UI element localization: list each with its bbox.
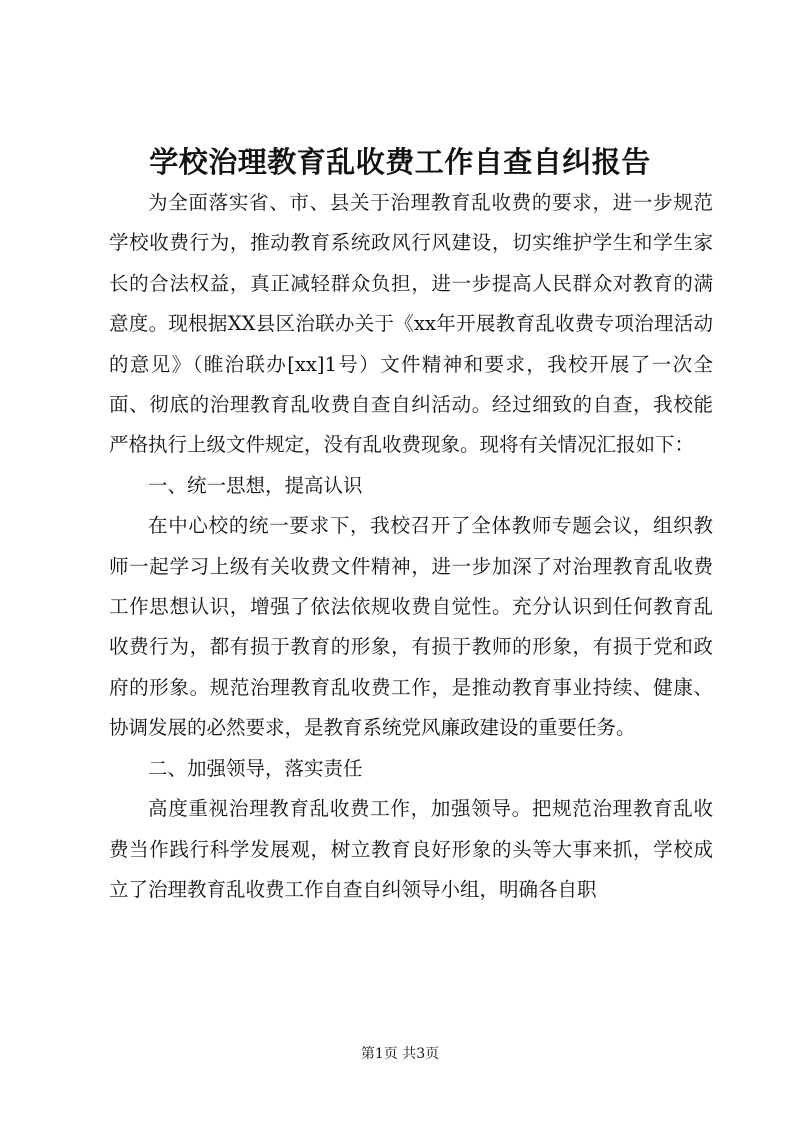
section-heading-1: 一、统一思想，提高认识 bbox=[148, 473, 363, 497]
section-heading-2: 二、加强领导，落实责任 bbox=[148, 756, 363, 780]
document-title: 学校治理教育乱收费工作自查自纠报告 bbox=[149, 145, 651, 179]
paragraph-intro: 为全面落实省、市、县关于治理教育乱收费的要求，进一步规范学校收费行为，推动教育系统政风行风建设，切实维护学生和学生家长的合法权益，真正减轻群众负担，进一步提高人民群众对教育的满意度。现根据XX县区治联办关于《xx年开展教育乱收费专项治理活动的意见》（睢治联办[xx]1号）文件精神和要求，我校开展了一次全面、彻底的治理教育乱收费自查自纠活动。经过细致的自查，我校能严格执行上级文件规定，没有乱收费现象。现将有关情况汇报如下： bbox=[109, 191, 713, 457]
paragraph-section-1: 在中心校的统一要求下，我校召开了全体教师专题会议，组织教师一起学习上级有关收费文件精神，进一步加深了对治理教育乱收费工作思想认识，增强了依法依规收费自觉性。充分认识到任何教育乱收费行为，都有损于教育的形象，有损于教师的形象，有损于党和政府的形象。规范治理教育乱收费工作，是推动教育事业持续、健康、协调发展的必然要求，是教育系统党风廉政建设的重要任务。 bbox=[109, 514, 713, 740]
document-body bbox=[109, 183, 713, 910]
paragraph-section-2: 高度重视治理教育乱收费工作，加强领导。把规范治理教育乱收费当作践行科学发展观，树立教育良好形象的头等大事来抓，学校成立了治理教育乱收费工作自查自纠领导小组，明确各自职 bbox=[109, 797, 713, 901]
page-number-footer: 第1页 共3页 bbox=[360, 1046, 440, 1062]
